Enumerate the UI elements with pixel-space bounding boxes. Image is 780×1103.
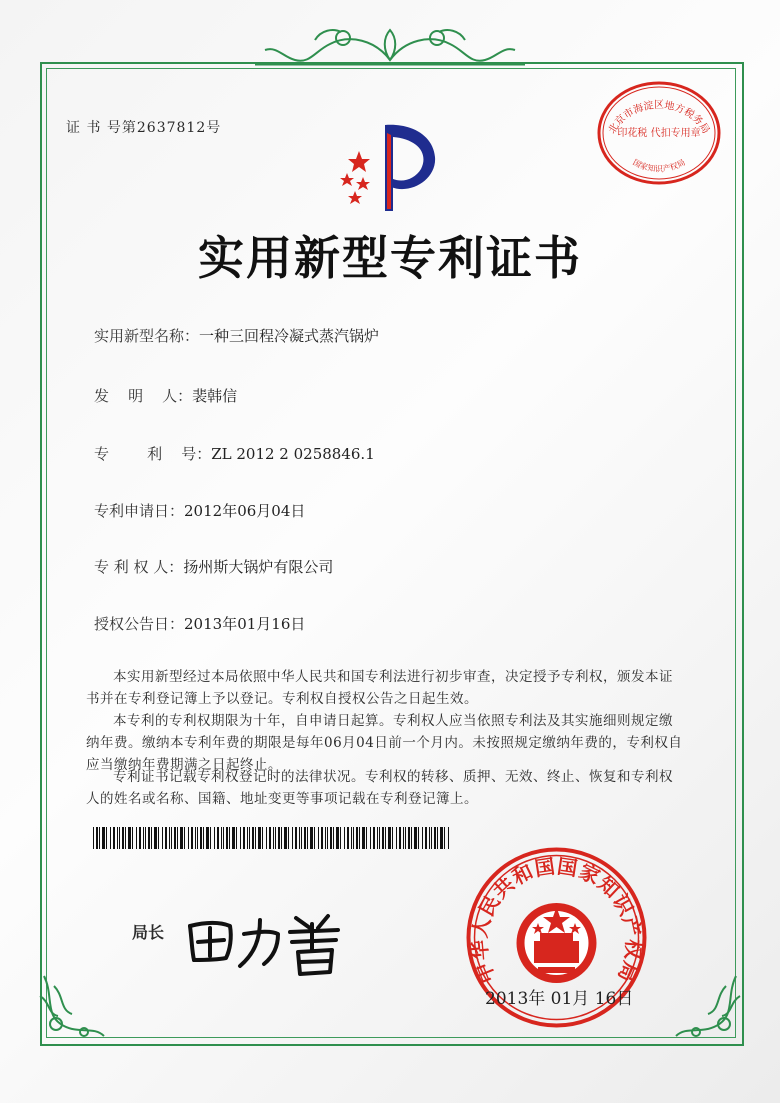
director-label: 局长	[132, 923, 165, 942]
issue-date: 2013年 01月 16日	[485, 989, 634, 1009]
field-application-date	[94, 500, 305, 521]
body-paragraph: 本实用新型经过本局依照中华人民共和国专利法进行初步审查，决定授予专利权，颁发本证书并在专利登记簿上予以登记。专利权自授权公告之日起生效。	[86, 669, 673, 707]
field-label: 专 利 权 人：	[94, 558, 184, 576]
field-value: ZL 2012 2 0258846.1	[211, 445, 375, 463]
corner-ornament-left	[34, 966, 114, 1046]
field-label: 发 明 人：	[94, 387, 193, 405]
tax-stamp-bottom: 国家知识产权局	[631, 157, 687, 174]
director-signature	[178, 898, 348, 978]
field-label: 专 利 号：	[94, 445, 212, 463]
page-title: 实用新型专利证书	[198, 231, 582, 285]
field-label: 专利申请日：	[94, 502, 185, 520]
field-value: 裴韩信	[192, 387, 238, 405]
field-label: 授权公告日：	[94, 615, 185, 633]
tax-stamp-center: 印花税 代扣专用章	[617, 128, 701, 139]
field-utility-model-name	[94, 325, 379, 346]
svg-text:国家知识产权局	[631, 158, 686, 174]
field-label: 实用新型名称：	[94, 327, 200, 345]
field-announcement-date	[94, 613, 305, 634]
certificate-number: 证 书 号第2637812号	[66, 120, 222, 136]
field-patentee	[94, 556, 333, 577]
field-value: 2013年01月16日	[184, 615, 306, 633]
patent-office-logo	[325, 113, 455, 213]
top-ornament	[255, 20, 525, 78]
tax-stamp-text: 北京市海淀区地方税务局	[606, 100, 712, 136]
body-paragraph: 本专利的专利权期限为十年，自申请日起算。专利权人应当依照专利法及其实施细则规定缴纳年费。缴纳本专利年费的期限是每年06月04日前一个月内。未按照规定缴纳年费的，专利权自应当缴纳年费期满之日起终止。	[86, 713, 683, 773]
seal-text: 中华人民共和国国家知识产权局	[466, 853, 647, 987]
body-paragraph: 专利证书记载专利权登记时的法律状况。专利权的转移、质押、无效、终止、恢复和专利权人的姓名或名称、国籍、地址变更等事项记载在专利登记簿上。	[86, 769, 673, 807]
field-value: 一种三回程冷凝式蒸汽锅炉	[199, 327, 380, 345]
field-value: 扬州斯大锅炉有限公司	[183, 558, 334, 576]
barcode	[93, 827, 453, 849]
field-value: 2012年06月04日	[184, 502, 306, 520]
tax-stamp	[594, 78, 724, 188]
field-patent-number	[94, 443, 375, 464]
corner-ornament-right	[666, 966, 746, 1046]
field-inventor	[94, 385, 237, 406]
